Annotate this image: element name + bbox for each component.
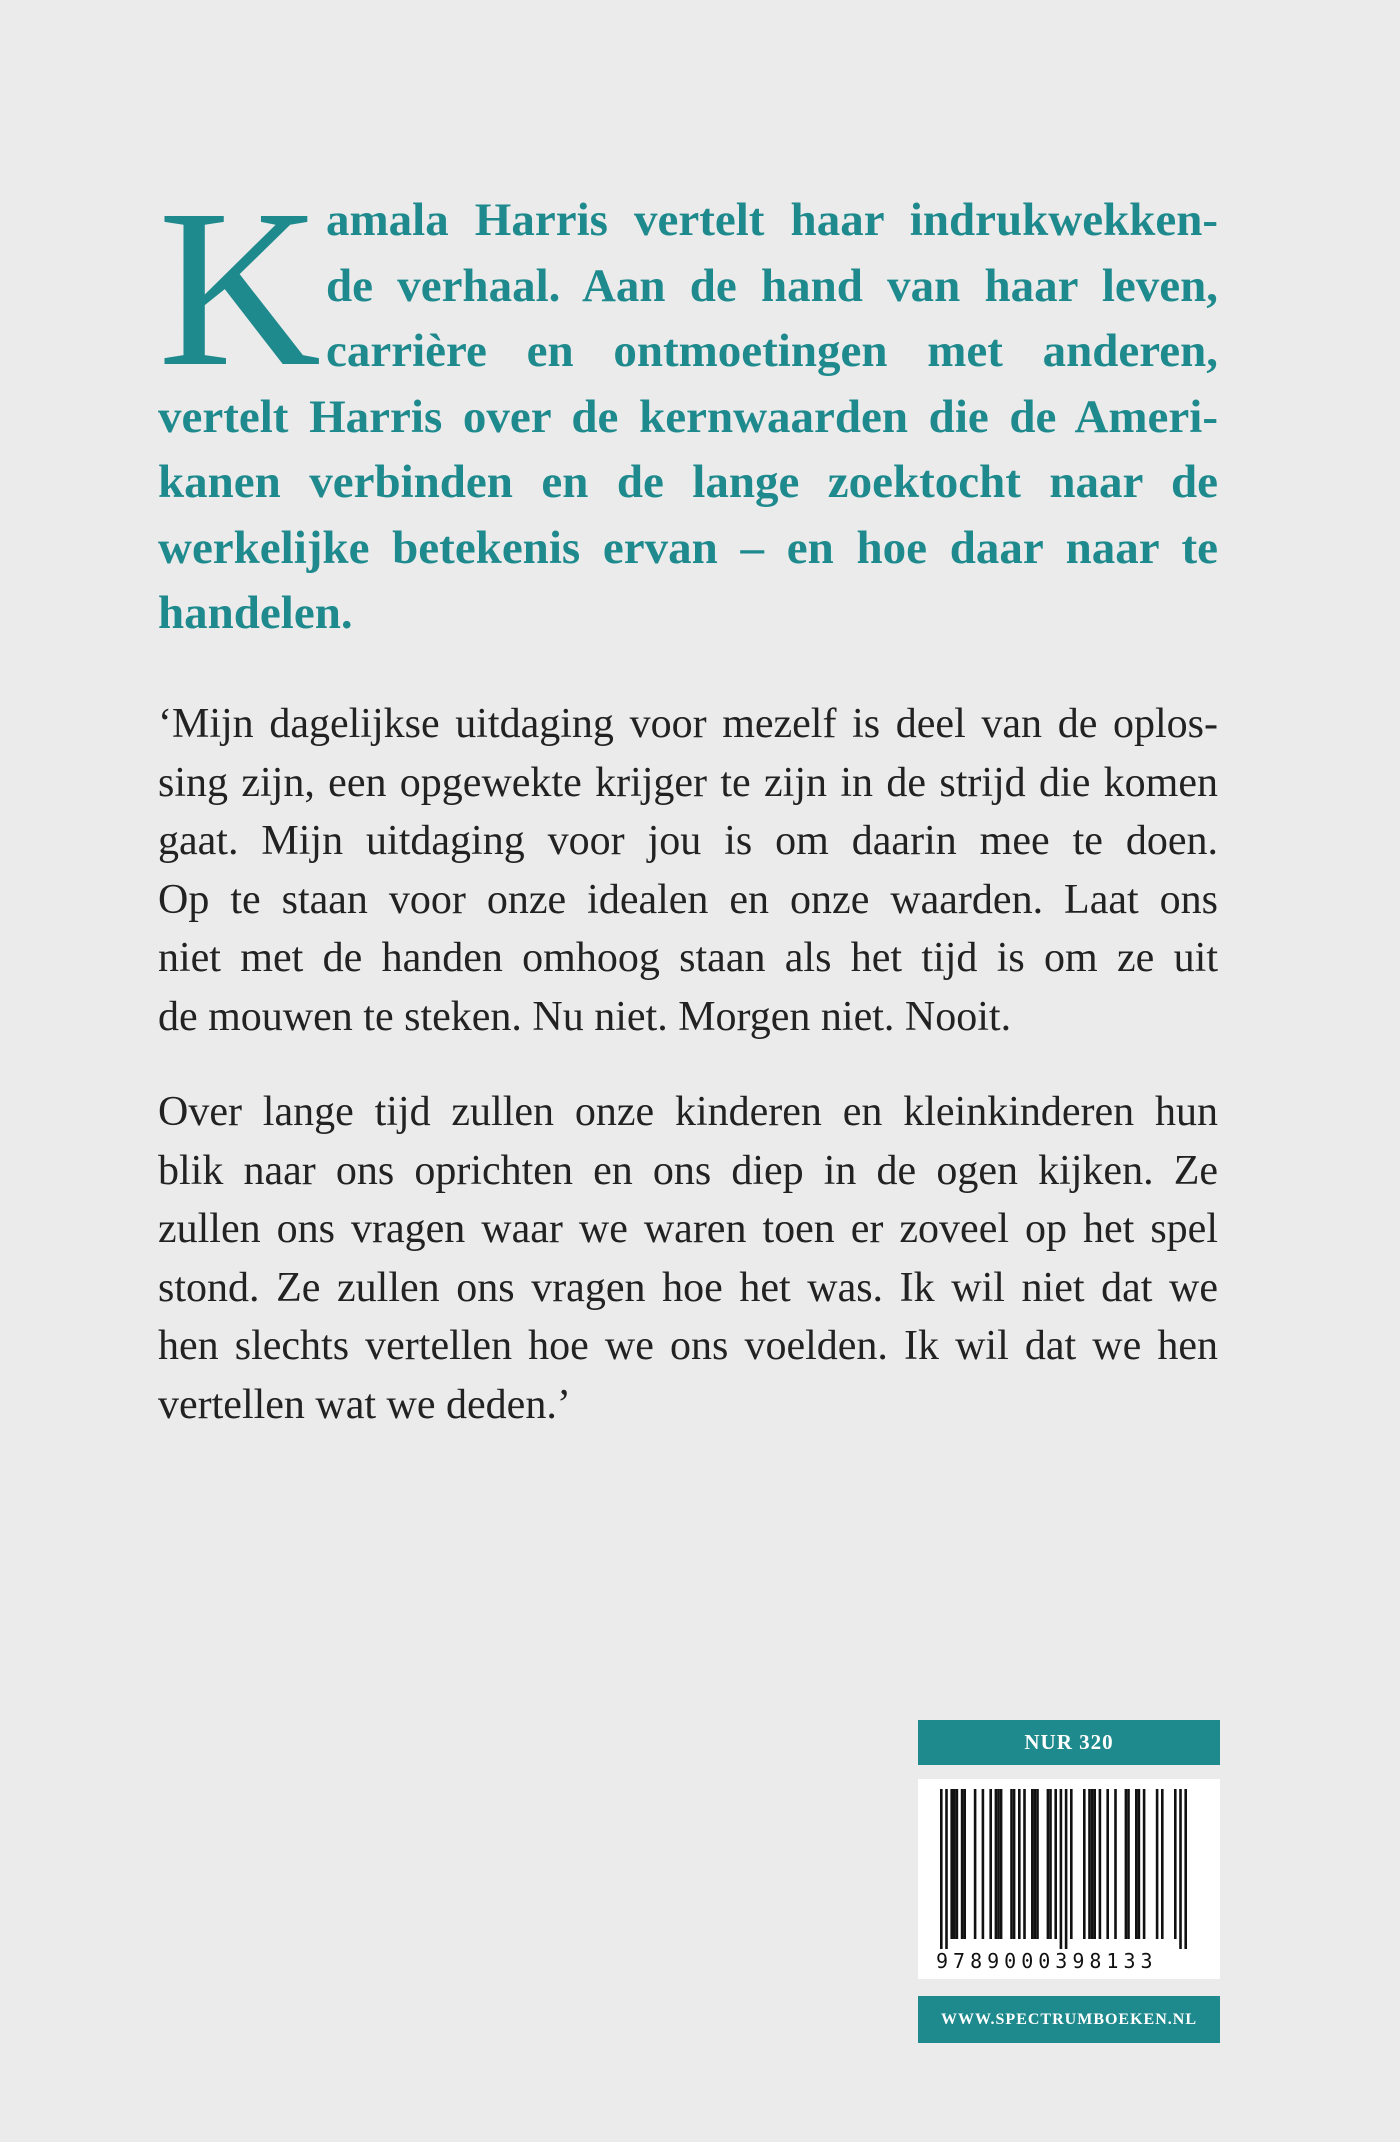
- barcode-bar: [1184, 1789, 1187, 1949]
- barcode-bar: [1161, 1789, 1164, 1939]
- quote-line: blik naar ons oprichten en ons diep in de ogen kijken. Ze: [158, 1147, 1218, 1194]
- barcode-bar: [1060, 1789, 1063, 1949]
- barcode-bar: [945, 1789, 948, 1949]
- barcode-bar: [1127, 1789, 1130, 1939]
- barcode-bar: [1106, 1789, 1109, 1939]
- barcode-bar: [1135, 1789, 1138, 1939]
- barcode-bar: [974, 1789, 977, 1939]
- barcode-bar: [997, 1789, 1000, 1939]
- quote-line: sing zijn, een opgewekte krijger te zijn in de strijd die komen: [158, 759, 1218, 806]
- barcode-bar: [1070, 1789, 1073, 1939]
- barcode-bar: [1091, 1789, 1094, 1939]
- barcode-bar: [1036, 1789, 1039, 1939]
- barcode-bar: [963, 1789, 966, 1939]
- quote-line: hen slechts vertellen hoe we ons voelden. Ik wil dat we hen: [158, 1323, 1218, 1370]
- barcode-bar: [989, 1789, 992, 1939]
- quote-line: Over lange tijd zullen onze kinderen en kleinkinderen hun: [158, 1089, 1218, 1135]
- barcode-bar: [1138, 1789, 1141, 1939]
- barcode-bar: [1143, 1789, 1146, 1939]
- barcode-bar: [1174, 1789, 1177, 1939]
- quote-paragraph-1: [158, 695, 1218, 1047]
- barcode-bar: [1125, 1789, 1128, 1939]
- barcode-bar: [1156, 1789, 1159, 1939]
- quote-line: zullen ons vragen waar we waren toen er zoveel op het spel: [158, 1206, 1218, 1253]
- barcode-bar: [953, 1789, 956, 1939]
- barcode-bar: [1034, 1789, 1037, 1939]
- barcode-bar: [1031, 1789, 1034, 1939]
- barcode-bar: [1179, 1789, 1182, 1949]
- barcode-bar: [1083, 1789, 1086, 1939]
- quote-line: de mouwen te steken. Nu niet. Morgen niet. Nooit.: [158, 993, 1012, 1040]
- nur-code-badge: NUR 320: [918, 1720, 1220, 1765]
- barcode-bar: [1065, 1789, 1068, 1949]
- quote-line: vertellen wat we deden.’: [158, 1381, 571, 1428]
- barcode-bar: [1023, 1789, 1026, 1939]
- barcode-bar: [956, 1789, 959, 1939]
- barcode-bar: [1047, 1789, 1050, 1939]
- barcode-bar: [982, 1789, 985, 1939]
- intro-line: kanen verbinden en de lange zoektocht naar de: [158, 456, 1218, 508]
- barcode-bar: [1093, 1789, 1096, 1939]
- quote-line: Op te staan voor onze idealen en onze waarden. Laat ons: [158, 876, 1218, 923]
- barcode-bar: [1018, 1789, 1021, 1939]
- intro-line: de verhaal. Aan de hand van haar leven,: [326, 259, 1218, 312]
- barcode-bar: [1049, 1789, 1052, 1939]
- quote-paragraph-2: [158, 1083, 1218, 1435]
- barcode-bar: [1114, 1789, 1117, 1939]
- barcode-bar: [950, 1789, 953, 1939]
- quote-line: ‘Mijn dagelijkse uitdaging voor mezelf is deel van de oplos-: [158, 701, 1218, 747]
- barcode-bar: [961, 1789, 964, 1939]
- barcode-bar: [1000, 1789, 1003, 1939]
- barcode-bar: [1099, 1789, 1102, 1939]
- intro-line: carrière en ontmoetingen met anderen,: [326, 325, 1218, 377]
- intro-line: werkelijke betekenis ervan – en hoe daar naar te: [158, 521, 1218, 574]
- barcode-bar: [1054, 1789, 1057, 1939]
- barcode-bar: [940, 1789, 943, 1949]
- barcode-bar: [1010, 1789, 1013, 1939]
- barcode-bar: [1088, 1789, 1091, 1939]
- intro-line: amala Harris vertelt haar indrukwekken-: [326, 194, 1218, 246]
- intro-line: handelen.: [158, 587, 353, 639]
- quote-line: stond. Ze zullen ons vragen hoe het was. Ik wil niet dat we: [158, 1264, 1218, 1311]
- barcode-bar: [995, 1789, 998, 1939]
- barcode-bar: [1013, 1789, 1016, 1939]
- quote-line: niet met de handen omhoog staan als het tijd is om ze uit: [158, 935, 1218, 982]
- intro-blurb: [158, 188, 1218, 647]
- drop-cap: K: [158, 163, 322, 413]
- isbn-barcode: [918, 1779, 1220, 1979]
- publisher-website: WWW.SPECTRUMBOEKEN.NL: [918, 1996, 1220, 2043]
- quote-line: gaat. Mijn uitdaging voor jou is om daarin mee te doen.: [158, 818, 1218, 865]
- intro-line: vertelt Harris over de kernwaarden die de Ameri-: [158, 390, 1218, 443]
- isbn-number: 9789000398133: [936, 1949, 1158, 1973]
- barcode-bars: [918, 1779, 1220, 1949]
